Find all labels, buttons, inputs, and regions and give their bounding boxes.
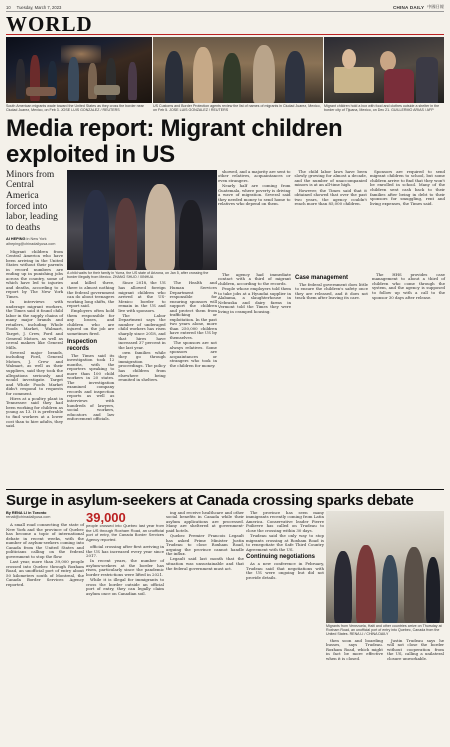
- paragraph: While it is illegal for immigrants to cross the border outside an official port of entry, they can legally claim asylum once on Canadian soil.: [86, 577, 164, 596]
- page-number: 10: [6, 4, 11, 10]
- section-title: WORLD: [6, 12, 93, 36]
- big-number: 39,000: [86, 509, 126, 525]
- paragraph: Several major brands, including Ford, General Motors, J. Crew and Walmart, as well as their suppliers, said they took the allegations seriously and would investigate. Target and Whole Foods Market didn't respond to requests for comment.: [6, 349, 63, 396]
- paragraph: The Labor Department says the number of underaged child workers has risen sharply since 2018, and that hires have increased 37 percent in the last year.: [118, 312, 166, 350]
- paragraph: Migrant children from Central America who have been arriving in the United States without their parents in record numbers are ending up in punishing jobs across the country, some of which have led to injuries and deaths, according to a report by The New York Times.: [6, 248, 63, 300]
- lead-story: [6, 170, 444, 486]
- lead-story-col2: [67, 170, 217, 486]
- paragraph: Trudeau said the only way to stop migrants crossing at Roxham Road is to renegotiate the Safe Third Country Agreement with the US.: [246, 533, 324, 552]
- photo-child-yuma: [67, 170, 217, 270]
- big-number-caption: people crossed into Quebec last year from the US through Roxham Road, an unofficial port of entry, the Canada Border Services Agency reported.: [86, 522, 164, 543]
- paragraph: Nearly half are coming from Guatemala, where poverty is driving a wave of migration. Several said they needed money to send home to relatives who depend on them.: [218, 183, 291, 207]
- subhead: Inspection records: [67, 338, 98, 352]
- body-column: [86, 511, 164, 662]
- byline: [6, 511, 84, 520]
- paragraph: The sponsors are not always relatives. Some sponsors are acquaintances or strangers who took in the children for money.: [169, 340, 217, 368]
- newspaper-page: [6, 4, 444, 743]
- right-top: [218, 170, 445, 270]
- paragraph: In interviews with underage migrant workers, the Times said it found child labor in the supply chains of many major brands and retailers, including Whole Foods Market, Walmart, Target, J. Crew, Ford and General Motors, as well as cereal makers like General Mills.: [6, 299, 63, 350]
- paragraph: The child labor laws have been slowly growing for almost a decade, and the number of unaccompanied minors is at an all-time high.: [294, 168, 367, 188]
- byline-name: AI HEPING: [6, 237, 26, 242]
- photo-caption: South American migrants wade toward the United States as they cross the border near Ciudad Juarez, Mexico, on Feb 3. JOSE LUIS GONZALEZ / REUTERS: [6, 104, 144, 113]
- paragraph: ing and receive healthcare and other social benefits in Canada while their asylum applications are processed. Many are sheltered at government-paid hotels.: [166, 509, 244, 533]
- second-story: [6, 511, 444, 662]
- paragraph: Justin Trudeau says he will not close the border without cooperation from the US, calling a unilateral closure unworkable.: [387, 637, 444, 661]
- photo-shelter-children: [324, 37, 444, 103]
- byline-place: in New York: [26, 237, 47, 242]
- paragraph: official crossing after first arriving in the US has increased every year since 2017.: [86, 544, 164, 559]
- paragraph: As a new conference in February, Trudeau said that negotiations with the US were ongoing but did not provide details.: [246, 561, 324, 580]
- paragraph: Sponsors are required to send migrant children to school, but some children arrive to find that they won't be enrolled in school. Many of the children sent cash back to their families after being in debt to their sponsors for smuggling, rent and living expenses, the Times said.: [370, 168, 445, 206]
- second-headline: Surge in asylum-seekers at Canada crossing sparks debate: [6, 491, 414, 509]
- top-captions: [6, 104, 444, 113]
- lead-story-col1: [6, 170, 66, 486]
- paragraph: The province has seen many immigrants recently coming from Latin America. Conservative leader Pierre Poilievre has called on Trudeau to close the crossing within 30 days.: [246, 509, 324, 533]
- photo-caption: Migrant children hold a box with food and clothes outside a shelter in the border city of Tijuana, Mexico, on Dec 21. GUILLERMO ARIAS / AFP: [324, 104, 440, 113]
- byline: [6, 237, 63, 246]
- paragraph: Since 2018, the US has allowed foreign migrant children who arrived at the US-Mexico border to remain in the US and live with sponsors.: [118, 280, 166, 313]
- byline-email: aiheping@chinadailyusa.com: [6, 241, 56, 246]
- body-column: [6, 250, 63, 429]
- brand-name-cn: 中國日報: [427, 4, 444, 9]
- second-story-photo-col: [326, 511, 444, 662]
- paragraph: and killed three, there is almost nothing the federal government can do about teenagers working long shifts, the report said.: [67, 280, 115, 309]
- paragraph: The Health and Human Services Department is responsible for ensuring sponsors will support the children and protect them from trafficking or exploitation. In the past two years alone, more than 250,000 children have entered the US by themselves.: [169, 280, 217, 340]
- paragraph: The federal government does little to ensure the children's safety once they are released, and it does not track them after leaving its care.: [295, 281, 368, 301]
- paragraph: The agency had immediate contact with a third of migrant children, according to the records.: [218, 271, 291, 286]
- issue-date: Tuesday, March 7, 2023: [16, 4, 62, 10]
- paragraph: A small road connecting the state of New York and the province of Quebec has become a topic of international debate in recent weeks, with the number of asylum-seekers coming into Canada from the United States and politicians calling on the federal government to stop the flow.: [6, 522, 84, 559]
- body-column: [6, 511, 84, 662]
- photo-caption: A child waits for their family in Yuma, the US state of Arizona, on Jan 5, after crossing the border illegally from Mexico. ZHANG SHUO / XINHUA: [67, 270, 209, 280]
- body-column: [370, 170, 445, 270]
- lead-headline: Media report: Migrant children exploited in US: [6, 114, 343, 168]
- body-columns: [218, 273, 445, 315]
- photo-caption: Migrants from Venezuela, Haiti and other countries arrive on Thursday at Roxham Road, an unofficial port of entry into Quebec, Canada from the United States. RENA LI / CHINA DAILY: [326, 623, 442, 637]
- paragraph: own families while they go through immigration proceedings. The policy has children from elsewhere being reunited in shelters.: [118, 349, 166, 383]
- byline-name: By RENA LI in Toronto: [6, 510, 47, 515]
- photo-border-agents: [153, 37, 323, 103]
- body-columns: [67, 281, 217, 422]
- paragraph: People whose employers told them to take jobs at a Hyundai supplier in Alabama, a slaughterhouse in Nebraska and dairy farms in Vermont told the Times they were living in cramped housing.: [218, 286, 291, 314]
- paragraph: The Times said its investigation took 12 months, with the reporters speaking to more than 100 child workers in 20 states. The investigation examined company records and inspection reports as well as interviews with hundreds of lawyers, social workers, educators and law enforcement officials.: [67, 352, 115, 422]
- paragraph: Legault said last month that the situation was unsustainable and that the federal government must act.: [166, 556, 244, 571]
- section-divider: [6, 489, 444, 490]
- section-header: [6, 13, 444, 35]
- brand-name: CHINA DAILY: [393, 4, 425, 10]
- paragraph: Employers often hold them responsible for any losses, and children who are injured on the job are sometimes fired.: [67, 308, 115, 337]
- paragraph: Hires at a poultry plant in Tennessee said they had been working for children as young as 13. It is preferable to find workers at a lower cost than to hire adults, they said.: [6, 395, 63, 429]
- photo-river-crossing: [6, 37, 152, 103]
- paragraph: Quebec Premier Francois Legault has asked Prime Minister Justin Trudeau to close Roxham Road, arguing the province cannot handle the influx.: [166, 533, 244, 557]
- lead-story-col3: [218, 170, 445, 486]
- subhead: Continuing negotiations: [246, 554, 315, 561]
- top-photo-strip: [6, 37, 444, 103]
- paragraph: then soon and boarding busses, says Trudeau. Roxham Road, which might in fact be more effective when it is closed.: [326, 637, 383, 661]
- body-column: [166, 511, 244, 662]
- body-column: [246, 511, 324, 662]
- photo-roxham-road: [326, 511, 444, 623]
- folio: [6, 4, 444, 12]
- paragraph: Last year, more than 39,000 people crossed into Quebec through Roxham Road, an unofficial port of entry about 50 kilometers south of Montreal, the Canada Border Services Agency reported.: [6, 558, 84, 587]
- story-deck: Minors from Central America forced into labor, leading to deaths: [6, 169, 58, 233]
- byline-email: renali@chinadailyusa.com: [6, 515, 51, 520]
- body-columns: [326, 639, 444, 662]
- paragraph: The HHS provides case management to about a third of children who come through the system, and the agency is supposed to follow up with a call to the sponsor 30 days after release.: [372, 271, 445, 300]
- paragraph: In recent years, the number of asylum-seekers at the border has risen, particularly since the pandemic border restrictions were lifted in 2021.: [86, 558, 164, 577]
- paragraph: showed, and a majority are sent to other relatives, acquaintances or even strangers.: [218, 168, 291, 183]
- paragraph: However, the Times said that it obtained showed that over the past two years, the agency couldn't reach more than 85,000 children.: [294, 187, 367, 207]
- photo-caption: US Customs and Border Protection agents review the list of names of migrants in Ciudad Juarez, Mexico, on Feb 5. JOSE LUIS GONZALEZ / REUTERS: [153, 104, 321, 113]
- subhead: Case management: [295, 274, 349, 281]
- body-columns: [218, 170, 367, 270]
